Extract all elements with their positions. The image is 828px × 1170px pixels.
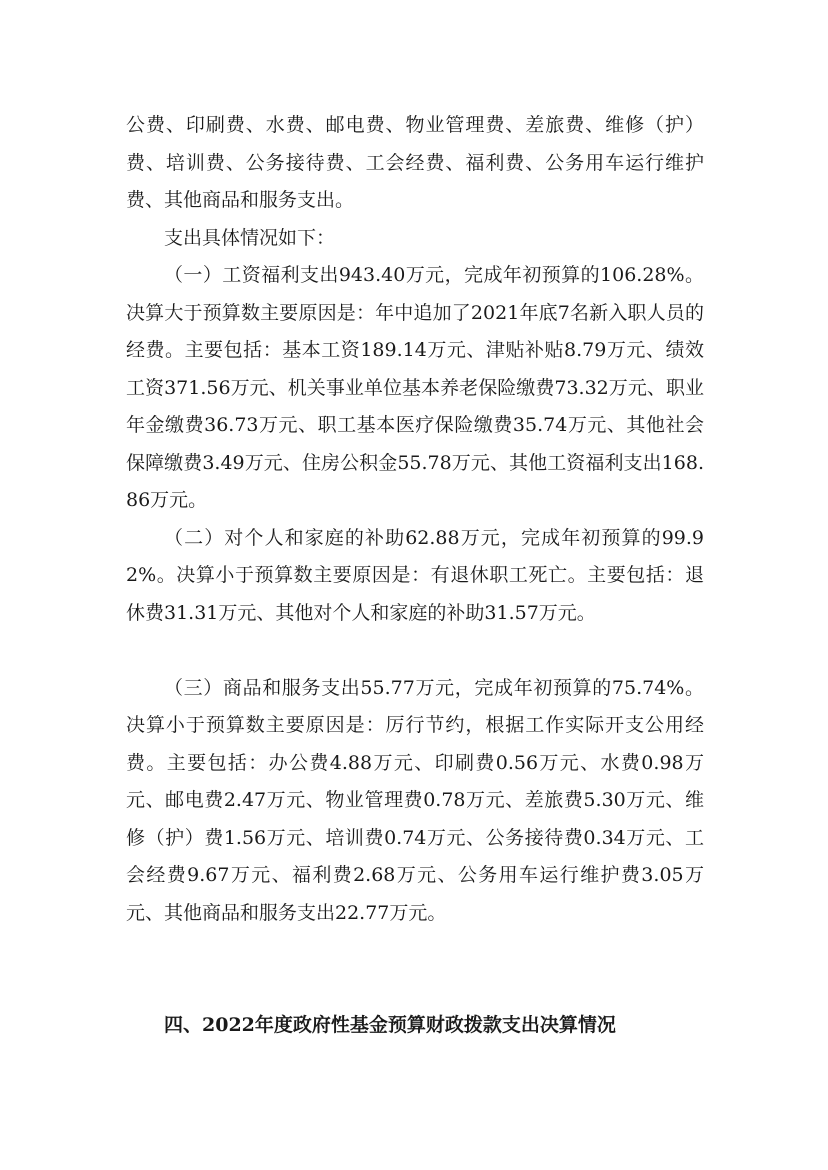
paragraph-goods-services-expense: （三）商品和服务支出55.77万元，完成年初预算的75.74%。决算小于预算数主要原因是：厉行节约，根据工作实际开支公用经费。主要包括：办公费4.88万元、印刷费0.56万元、水费0.98万元、邮电费2.47万元、物业管理费0.78万元、差旅费5.30万元、维修（护）费1.56万元、培训费0.74万元、公务接待费0.34万元、工会经费9.67万元、福利费2.68万元、公务用车运行维护费3.05万元、其他商品和服务支出22.77万元。 (126, 676, 704, 924)
section-heading-government-fund-budget: 四、2022年度政府性基金预算财政拨款支出决算情况 (164, 1014, 616, 1036)
paragraph-continued-expense-list: 公费、印刷费、水费、邮电费、物业管理费、差旅费、维修（护）费、培训费、公务接待费、工会经费、福利费、公务用车运行维护费、其他商品和服务支出。 (126, 114, 704, 211)
paragraph-wage-welfare-expense: （一）工资福利支出943.40万元，完成年初预算的106.28%。决算大于预算数主要原因是：年中追加了2021年底7名新入职人员的经费。主要包括：基本工资189.14万元、津贴补贴8.79万元、绩效工资371.56万元、机关事业单位基本养老保险缴费73.32万元、职业年金缴费36.73万元、职工基本医疗保险缴费35.74万元、其他社会保障缴费3.49万元、住房公积金55.78万元、其他工资福利支出168.86万元。 (126, 264, 704, 511)
paragraph-expense-details-intro: 支出具体情况如下： (164, 226, 336, 249)
paragraph-personal-household-subsidy: （二）对个人和家庭的补助62.88万元，完成年初预算的99.92%。决算小于预算数主要原因是：有退休职工死亡。主要包括：退休费31.31万元、其他对个人和家庭的补助31.57万元。 (126, 526, 704, 624)
